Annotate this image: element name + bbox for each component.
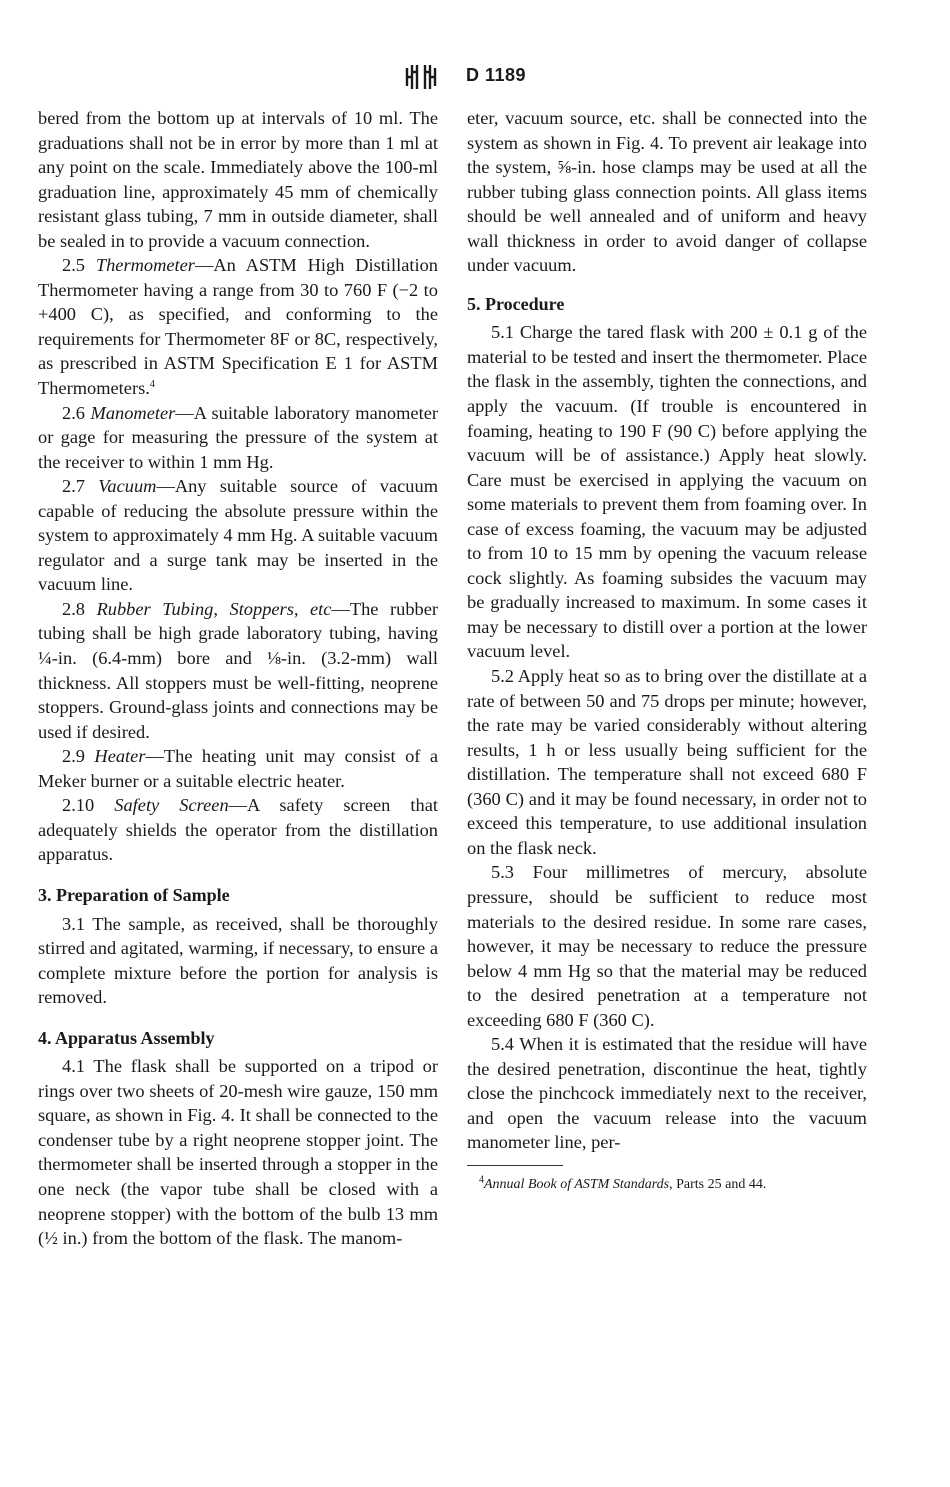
footnote-title: Annual Book of ASTM Standards — [484, 1176, 670, 1192]
astm-logo-icon — [404, 62, 438, 92]
left-column — [38, 106, 438, 1251]
section-number: 2.7 — [62, 476, 85, 497]
term: Heater — [94, 746, 146, 767]
paragraph-5-2: 5.2 Apply heat so as to bring over the distillate at a rate of between 50 and 75 drops per minute; however, the rate may be varied considerably without altering results, 1 h or less usually being sufficient for the distillation. The temperature shall not exceed 680 F (360 C) and it may be found necessary, in order not to exceed this temperature, to use additional insulation on the flask neck. — [467, 666, 867, 858]
page-header — [0, 62, 950, 92]
section-heading-5: 5. Procedure — [467, 293, 565, 314]
section-number: 2.5 — [62, 255, 85, 276]
term: Vacuum — [98, 476, 157, 497]
definition: —A suitable laboratory manometer or gage for measuring the pressure of the system at the receiver to within 1 mm Hg. — [38, 402, 438, 472]
footnote-text: , Parts 25 and 44. — [669, 1176, 767, 1192]
section-heading-4: 4. Apparatus Assembly — [38, 1027, 215, 1048]
paragraph-4-1: 4.1 The flask shall be supported on a tripod or rings over two sheets of 20-mesh wire gauze, 150 mm square, as shown in Fig. 4. It shall be connected to the condenser tube by a right neoprene stopper joint. The thermometer shall be inserted through a stopper in the one neck (the vapor tube shall be closed with a neoprene stopper) with the bottom of the bulb 13 mm (½ in.) from the bottom of the flask. The manom- — [38, 1056, 438, 1249]
term: Rubber Tubing, Stoppers, etc — [96, 598, 332, 619]
paragraph-3-1: 3.1 The sample, as received, shall be thoroughly stirred and agitated, warming, if necessary, to ensure a complete mixture before the portion for analysis is removed. — [38, 913, 438, 1008]
paragraph-2-6 — [38, 401, 438, 475]
section-number: 2.10 — [62, 795, 95, 816]
paragraph-2-5 — [38, 253, 438, 400]
section-heading-3: 3. Preparation of Sample — [38, 884, 230, 905]
section-number: 2.6 — [62, 402, 85, 423]
right-column — [467, 106, 867, 1194]
paragraph-2-9 — [38, 744, 438, 793]
section-number: 2.9 — [62, 746, 85, 767]
term: Thermometer — [95, 255, 195, 276]
term: Safety Screen — [114, 795, 229, 816]
paragraph-2-7 — [38, 474, 438, 597]
section-number: 2.8 — [62, 598, 85, 619]
footnote-mark: 4 — [479, 1174, 484, 1186]
footnote-ref: 4 — [149, 378, 155, 390]
definition: —A safety screen that adequately shields the operator from the distillation apparatus. — [38, 795, 439, 865]
paragraph-continued: eter, vacuum source, etc. shall be connected into the system as shown in Fig. 4. To prevent air leakage into the system, ⅝-in. hose clamps may be used at all the rubber tubing glass connection points. All glass items should be well annealed and of uniform and heavy wall thickness in order to avoid danger of collapse under vacuum. — [467, 108, 867, 276]
definition: —The rubber tubing shall be high grade laboratory tubing, having ¼-in. (6.4-mm) bore and ⅛-in. (3.2-mm) wall thickness. All stoppers must be well-fitting, neoprene stoppers. Ground-glass joints and connections may be used if desired. — [38, 598, 438, 742]
definition: —The heating unit may consist of a Meker burner or a suitable electric heater. — [38, 746, 438, 791]
definition: —Any suitable source of vacuum capable of reducing the absolute pressure within the system to approximately 4 mm Hg. A suitable vacuum regulator and a surge tank may be inserted in the vacuum line. — [38, 476, 438, 595]
paragraph-2-8 — [38, 597, 438, 744]
paragraph-2-10 — [38, 793, 438, 867]
paragraph-5-3: 5.3 Four millimetres of mercury, absolute pressure, should be sufficient to reduce most materials to the desired residue. In some rare cases, however, it may be necessary to reduce the pressure below 4 mm Hg so that the material may be reduced to the desired penetration at a temperature not exceeding 680 F (360 C). — [467, 862, 867, 1030]
paragraph-continued: bered from the bottom up at intervals of 10 ml. The graduations shall not be in error by more than 1 ml at any point on the scale. Immediately above the 100-ml graduation line, approximately 45 mm of chemically resistant glass tubing, 7 mm in outside diameter, shall be sealed in to provide a vacuum connection. — [38, 108, 438, 251]
standard-designation: D 1189 — [466, 65, 527, 85]
footnote-divider — [467, 1165, 563, 1166]
footnote-4 — [467, 1176, 867, 1194]
term: Manometer — [90, 402, 176, 423]
paragraph-5-1: 5.1 Charge the tared flask with 200 ± 0.1 g of the material to be tested and insert the thermometer. Place the flask in the assembly, tighten the connections, and apply the vacuum. (If trouble is encountered in foaming, heating to 190 F (90 C) before applying the vacuum will be of assistance.) Apply heat slowly. Care must be exercised in applying the vacuum on some materials to prevent them from foaming over. In case of excess foaming, the vacuum may be adjusted to from 10 to 15 mm by opening the vacuum release cock slightly. As foaming subsides the vacuum may be gradually increased to maximum. In some cases it may be necessary to distill over a portion at the lower vacuum level. — [467, 322, 867, 662]
paragraph-5-4: 5.4 When it is estimated that the residue will have the desired penetration, discontinue the heat, tightly close the pinchcock immediately next to the receiver, and open the vacuum release into the vacuum manometer line, per- — [467, 1034, 867, 1153]
definition: —An ASTM High Distillation Thermometer having a range from 30 to 760 F (−2 to +400 C), as specified, and conforming to the requirements for Thermometer 8F or 8C, respectively, as prescribed in ASTM Specification E 1 for ASTM Thermometers. — [38, 255, 438, 399]
